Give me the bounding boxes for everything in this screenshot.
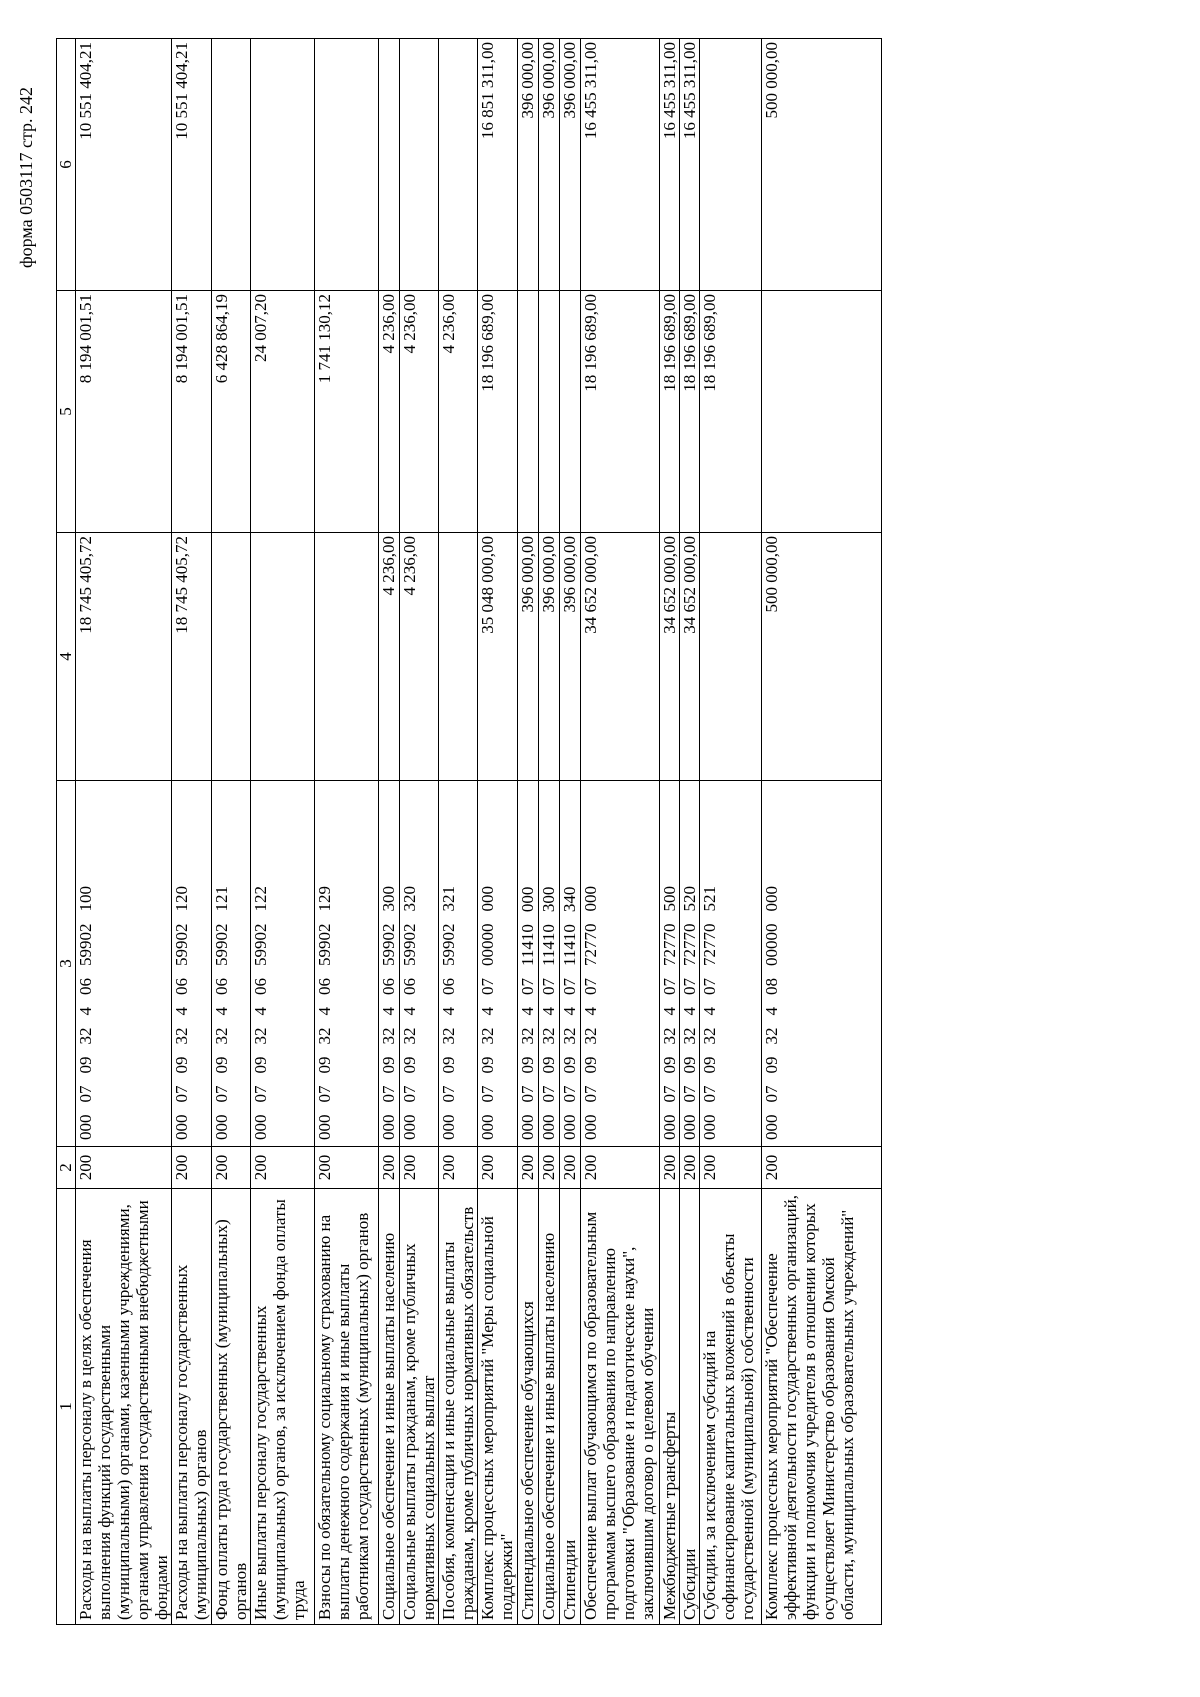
code-segment: 07 [560,1085,579,1103]
row-unexecuted [379,39,400,291]
code-segment: 11410 [539,924,558,966]
code-segment: 07 [400,1085,419,1103]
code-segment: 09 [315,1056,334,1074]
code-segment: 4 [315,1007,334,1016]
code-segment: 000 [680,1114,699,1140]
table-row [560,39,581,1625]
row-name: Иные выплаты персоналу государственных (муниципальных) органов, за исключением фонда оплаты труда [251,1189,315,1625]
code-segment: 07 [581,978,600,995]
code-segment: 000 [379,1114,398,1140]
row-budget-code [478,781,518,1147]
row-unexecuted: 396 000,00 [518,39,539,291]
code-segment: 06 [379,978,398,995]
row-budget-code [700,781,762,1147]
code-segment: 07 [478,1085,497,1103]
code-segment: 72770 [700,923,719,966]
row-name: Социальные выплаты гражданам, кроме публичных нормативных социальных выплат [400,1189,439,1625]
code-segment: 4 [212,1007,231,1016]
code-segment: 11410 [518,924,537,966]
col-header-5: 5 [57,291,76,533]
code-segment: 122 [251,886,270,912]
code-segment: 321 [439,886,458,912]
row-unexecuted: 16 851 311,00 [478,39,518,291]
row-executed: 18 196 689,00 [660,291,680,533]
row-name: Социальное обеспечение и иные выплаты населению [539,1189,560,1625]
code-segment: 06 [212,978,231,995]
code-segment: 09 [400,1056,419,1074]
code-segment: 4 [660,1007,679,1016]
code-segment: 59902 [76,923,95,966]
row-budget-code [518,781,539,1147]
row-unexecuted: 500 000,00 [762,39,882,291]
row-line-code: 200 [700,1147,762,1189]
code-segment: 07 [539,978,558,995]
row-approved: 500 000,00 [762,533,882,781]
code-segment: 59902 [400,923,419,966]
code-segment: 72770 [680,923,699,966]
code-segment: 32 [379,1027,398,1045]
row-unexecuted [315,39,379,291]
row-budget-code [400,781,439,1147]
table-row [660,39,680,1625]
row-executed: 4 236,00 [400,291,439,533]
row-name: Взносы по обязательному социальному страхованию на выплаты денежного содержания и иные выплаты работникам государственных (муниципальных) органов [315,1189,379,1625]
code-segment: 06 [315,978,334,995]
row-budget-code [251,781,315,1147]
table-row [212,39,251,1625]
code-segment: 000 [212,1114,231,1140]
code-segment: 09 [660,1056,679,1074]
code-segment: 07 [680,978,699,995]
code-segment: 4 [680,1007,699,1016]
row-budget-code [212,781,251,1147]
row-line-code: 200 [379,1147,400,1189]
table-row [315,39,379,1625]
code-segment: 32 [172,1027,191,1045]
row-budget-code [560,781,581,1147]
code-segment: 09 [680,1056,699,1074]
code-segment: 07 [518,1085,537,1103]
table-row [76,39,172,1625]
table-row [518,39,539,1625]
col-header-1: 1 [57,1189,76,1625]
code-segment: 07 [660,978,679,995]
code-segment: 120 [172,886,191,912]
code-segment: 100 [76,886,95,912]
code-segment: 000 [439,1114,458,1140]
col-header-2: 2 [57,1147,76,1189]
code-segment: 000 [581,1114,600,1140]
code-segment: 300 [379,886,398,912]
row-executed [762,291,882,533]
code-segment: 4 [762,1007,781,1016]
code-segment: 09 [212,1056,231,1074]
code-segment: 59902 [172,923,191,966]
code-segment: 000 [762,886,781,912]
row-approved: 35 048 000,00 [478,533,518,781]
row-approved: 396 000,00 [539,533,560,781]
code-segment: 000 [478,886,497,912]
row-approved: 18 745 405,72 [172,533,212,781]
table-row [439,39,478,1625]
table-row [478,39,518,1625]
row-line-code: 200 [251,1147,315,1189]
code-segment: 09 [539,1056,558,1074]
row-unexecuted [212,39,251,291]
code-segment: 32 [539,1027,558,1045]
code-segment: 129 [315,886,334,912]
code-segment: 07 [172,1085,191,1103]
code-segment: 59902 [439,923,458,966]
code-segment: 4 [379,1007,398,1016]
code-segment: 09 [478,1056,497,1074]
code-segment: 06 [76,978,95,995]
code-segment: 32 [76,1027,95,1045]
row-line-code: 200 [76,1147,172,1189]
code-segment: 07 [76,1085,95,1103]
row-executed: 4 236,00 [439,291,478,533]
table-row [700,39,762,1625]
row-executed: 1 741 130,12 [315,291,379,533]
code-segment: 4 [518,1007,537,1016]
code-segment: 07 [315,1085,334,1103]
code-segment: 000 [700,1114,719,1140]
row-executed: 18 196 689,00 [581,291,660,533]
table-header-row [57,39,76,1625]
row-unexecuted [439,39,478,291]
code-segment: 06 [172,978,191,995]
code-segment: 4 [172,1007,191,1016]
row-executed: 18 196 689,00 [700,291,762,533]
code-segment: 300 [539,886,558,913]
code-segment: 07 [478,978,497,995]
row-approved: 4 236,00 [400,533,439,781]
table-row [400,39,439,1625]
code-segment: 59902 [379,923,398,966]
code-segment: 32 [660,1027,679,1045]
row-approved [251,533,315,781]
code-segment: 59902 [212,923,231,966]
code-segment: 08 [762,978,781,995]
row-name: Расходы на выплаты персоналу государственных (муниципальных) органов [172,1189,212,1625]
code-segment: 72770 [660,923,679,966]
code-segment: 09 [251,1056,270,1074]
code-segment: 4 [560,1007,579,1016]
row-line-code: 200 [439,1147,478,1189]
row-approved: 396 000,00 [560,533,581,781]
code-segment: 06 [400,978,419,995]
row-executed: 8 194 001,51 [172,291,212,533]
code-segment: 4 [400,1007,419,1016]
code-segment: 09 [560,1056,579,1074]
code-segment: 000 [518,1114,537,1140]
code-segment: 121 [212,886,231,912]
col-header-3: 3 [57,781,76,1147]
code-segment: 000 [518,886,537,913]
code-segment: 500 [660,886,679,912]
code-segment: 07 [518,978,537,995]
budget-execution-table [56,38,882,1625]
row-name: Расходы на выплаты персоналу в целях обеспечения выполнения функций государственными (муниципальными) органами, казенными учреждениями, органами управления государственными внебюджетными фондами [76,1189,172,1625]
row-line-code: 200 [172,1147,212,1189]
code-segment: 00000 [762,923,781,966]
row-name: Обеспечение выплат обучающимся по образовательным программам высшего образования по направлению подготовки "Образование и педагогические науки", заключившим договор о целевом обучении [581,1189,660,1625]
form-reference: форма 0503117 стр. 242 [16,86,36,268]
row-line-code: 200 [660,1147,680,1189]
row-line-code: 200 [762,1147,882,1189]
code-segment: 4 [251,1007,270,1016]
code-segment: 07 [700,978,719,995]
row-name: Стипендиальное обеспечение обучающихся [518,1189,539,1625]
code-segment: 07 [762,1085,781,1103]
row-budget-code [172,781,212,1147]
code-segment: 07 [680,1085,699,1103]
row-name: Субсидии, за исключением субсидий на софинансирование капитальных вложений в объекты государственной (муниципальной) собственности [700,1189,762,1625]
row-unexecuted: 396 000,00 [560,39,581,291]
row-budget-code [539,781,560,1147]
row-approved: 34 652 000,00 [680,533,700,781]
table-body [57,39,882,1625]
row-budget-code [680,781,700,1147]
row-name: Социальное обеспечение и иные выплаты населению [379,1189,400,1625]
row-budget-code [315,781,379,1147]
row-line-code: 200 [400,1147,439,1189]
row-executed: 4 236,00 [379,291,400,533]
row-line-code: 200 [539,1147,560,1189]
row-budget-code [581,781,660,1147]
code-segment: 000 [76,1114,95,1140]
code-segment: 340 [560,886,579,913]
code-segment: 320 [400,886,419,912]
code-segment: 07 [251,1085,270,1103]
code-segment: 09 [172,1056,191,1074]
row-approved [439,533,478,781]
code-segment: 000 [400,1114,419,1140]
code-segment: 32 [680,1027,699,1045]
row-unexecuted [700,39,762,291]
code-segment: 59902 [251,923,270,966]
row-executed: 18 196 689,00 [478,291,518,533]
row-approved [212,533,251,781]
code-segment: 09 [76,1056,95,1074]
row-approved [700,533,762,781]
table-row [680,39,700,1625]
code-segment: 06 [251,978,270,995]
code-segment: 07 [700,1085,719,1103]
table-row [251,39,315,1625]
code-segment: 4 [76,1007,95,1016]
code-segment: 32 [315,1027,334,1045]
code-segment: 09 [581,1056,600,1074]
code-segment: 72770 [581,923,600,966]
row-line-code: 200 [680,1147,700,1189]
row-approved: 4 236,00 [379,533,400,781]
row-line-code: 200 [315,1147,379,1189]
code-segment: 07 [539,1085,558,1103]
code-segment: 4 [581,1007,600,1016]
row-executed [560,291,581,533]
col-header-6: 6 [57,39,76,291]
row-unexecuted: 16 455 311,00 [680,39,700,291]
row-name: Межбюджетные трансферты [660,1189,680,1625]
row-unexecuted: 16 455 311,00 [660,39,680,291]
row-executed: 18 196 689,00 [680,291,700,533]
code-segment: 32 [212,1027,231,1045]
code-segment: 000 [251,1114,270,1140]
row-executed [539,291,560,533]
row-unexecuted: 16 455 311,00 [581,39,660,291]
code-segment: 000 [581,886,600,912]
code-segment: 4 [478,1007,497,1016]
code-segment: 07 [581,1085,600,1103]
row-line-code: 200 [581,1147,660,1189]
table-row [539,39,560,1625]
code-segment: 59902 [315,923,334,966]
row-approved: 396 000,00 [518,533,539,781]
row-budget-code [379,781,400,1147]
code-segment: 000 [539,1114,558,1140]
code-segment: 000 [478,1114,497,1140]
row-name: Комплекс процессных мероприятий "Меры социальной поддержки" [478,1189,518,1625]
code-segment: 000 [660,1114,679,1140]
code-segment: 07 [212,1085,231,1103]
row-budget-code [439,781,478,1147]
code-segment: 32 [478,1027,497,1045]
row-unexecuted [400,39,439,291]
row-unexecuted: 10 551 404,21 [76,39,172,291]
code-segment: 4 [700,1007,719,1016]
row-budget-code [762,781,882,1147]
code-segment: 06 [439,978,458,995]
row-name: Комплекс процессных мероприятий "Обеспечение эффективной деятельности государственных организаций, функции и полномочия учредителя в отношении которых осуществляет Министерство образования Омской области, муниципальных образовательных учреждений" [762,1189,882,1625]
code-segment: 000 [172,1114,191,1140]
row-line-code: 200 [560,1147,581,1189]
row-line-code: 200 [478,1147,518,1189]
code-segment: 4 [539,1007,558,1016]
code-segment: 09 [518,1056,537,1074]
table-row [581,39,660,1625]
row-executed [518,291,539,533]
row-line-code: 200 [212,1147,251,1189]
code-segment: 000 [315,1114,334,1140]
table-row [379,39,400,1625]
code-segment: 11410 [560,924,579,966]
code-segment: 00000 [478,923,497,966]
code-segment: 07 [660,1085,679,1103]
row-unexecuted [251,39,315,291]
row-executed: 24 007,20 [251,291,315,533]
code-segment: 32 [251,1027,270,1045]
code-segment: 000 [762,1114,781,1140]
row-approved: 18 745 405,72 [76,533,172,781]
code-segment: 09 [700,1056,719,1074]
code-segment: 32 [400,1027,419,1045]
table-row [762,39,882,1625]
code-segment: 520 [680,886,699,912]
code-segment: 521 [700,886,719,912]
code-segment: 000 [560,1114,579,1140]
row-approved [315,533,379,781]
code-segment: 4 [439,1007,458,1016]
code-segment: 32 [518,1027,537,1045]
row-approved: 34 652 000,00 [660,533,680,781]
row-approved: 34 652 000,00 [581,533,660,781]
code-segment: 09 [762,1056,781,1074]
row-name: Субсидии [680,1189,700,1625]
row-unexecuted: 396 000,00 [539,39,560,291]
code-segment: 07 [379,1085,398,1103]
code-segment: 32 [700,1027,719,1045]
code-segment: 07 [560,978,579,995]
table-row [172,39,212,1625]
code-segment: 32 [762,1027,781,1045]
code-segment: 32 [560,1027,579,1045]
code-segment: 32 [581,1027,600,1045]
row-name: Фонд оплаты труда государственных (муниципальных) органов [212,1189,251,1625]
row-budget-code [660,781,680,1147]
code-segment: 09 [439,1056,458,1074]
row-unexecuted: 10 551 404,21 [172,39,212,291]
code-segment: 07 [439,1085,458,1103]
code-segment: 32 [439,1027,458,1045]
row-name: Пособия, компенсации и иные социальные выплаты гражданам, кроме публичных нормативных обязательств [439,1189,478,1625]
col-header-4: 4 [57,533,76,781]
row-line-code: 200 [518,1147,539,1189]
row-name: Стипендии [560,1189,581,1625]
row-executed: 8 194 001,51 [76,291,172,533]
row-executed: 6 428 864,19 [212,291,251,533]
row-budget-code [76,781,172,1147]
code-segment: 09 [379,1056,398,1074]
